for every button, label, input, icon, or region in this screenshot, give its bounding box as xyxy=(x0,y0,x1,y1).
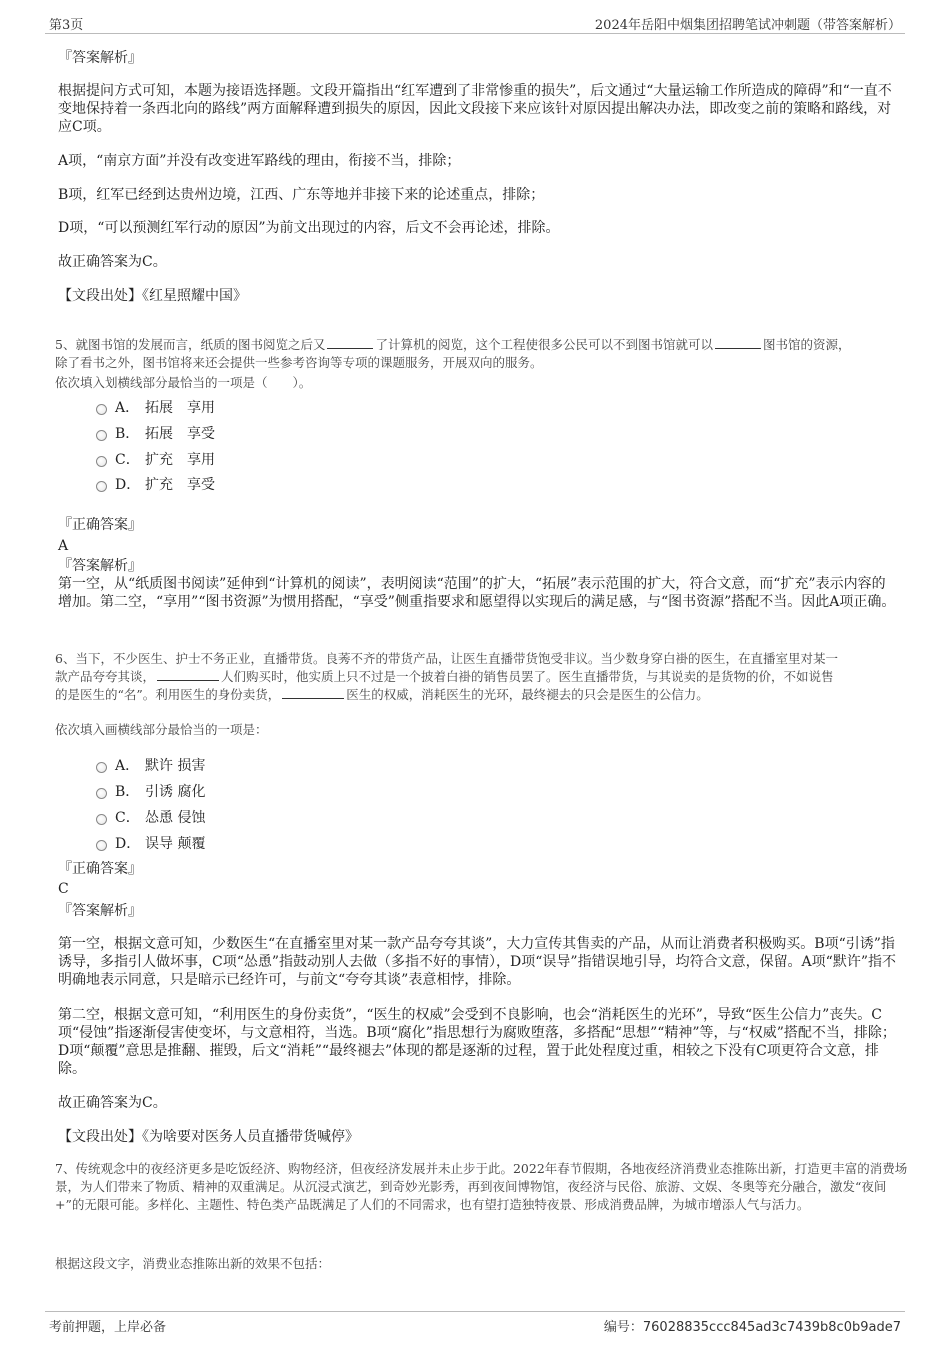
q7-prompt: 根据这段文字，消费业态推陈出新的效果不包括： xyxy=(55,1256,331,1271)
q5-analysis: 第一空，从“纸质图书阅读”延伸到“计算机的阅读”，表明阅读“范围”的扩大，“拓展”表示范围的扩大，符合文意，而“扩充”表示内容的增加。第二空，“享用”“图书资源”为惯用搭配，“享受”侧重指要求和愿望得以实现后的满足感，与“图书资源”搭配不当。因此A项正确。 xyxy=(58,576,896,610)
page-footer xyxy=(45,1311,905,1335)
radio-icon[interactable] xyxy=(96,481,107,492)
q5-option-c[interactable]: C． 扩充 享用 xyxy=(96,449,215,469)
radio-icon[interactable] xyxy=(96,840,107,851)
q6-option-a[interactable]: A． 默许 损害 xyxy=(96,755,205,775)
radio-icon[interactable] xyxy=(96,404,107,415)
radio-icon[interactable] xyxy=(96,788,107,799)
q6-option-c[interactable]: C． 怂恿 侵蚀 xyxy=(96,807,205,827)
q6-blank-2 xyxy=(282,686,344,699)
q6-blank-1 xyxy=(157,668,219,681)
q6-option-d[interactable]: D． 误导 颠覆 xyxy=(96,833,205,853)
q6-analysis-para1: 第一空，根据文意可知，少数医生“在直播室里对某一款产品夸夸其谈”，大力宣传其售卖的产品，从而让消费者积极购买。B项“引诱”指诱导，多指引人做坏事，C项“怂恿”指鼓动别人去做（多指不好的事情），D项“误导”指错误地引导，均符合文意，保留。A项“默许”指不明确地表示同意，只是暗示已经许可，与前文“夸夸其谈”表意相悖，排除。 xyxy=(58,936,896,988)
q5-correct-answer: A xyxy=(58,538,69,554)
q5-analysis-title: 『答案解析』 xyxy=(58,558,142,574)
q6-analysis-title: 『答案解析』 xyxy=(58,903,142,919)
q5-prompt: 依次填入划横线部分最恰当的一项是（ ）。 xyxy=(55,375,312,390)
radio-icon[interactable] xyxy=(96,762,107,773)
q4-option-b-analysis: B项，红军已经到达贵州边境，江西、广东等地并非接下来的论述重点，排除； xyxy=(58,187,545,203)
q4-analysis-para: 根据提问方式可知，本题为接语选择题。文段开篇指出“红军遭到了非常惨重的损失”，后文通过“大量运输工作所造成的障碍”和“一直不变地保持着一条西北向的路线”两方面解释遭到损失的原因，因此文段接下来应该针对原因提出解决办法，即改变之前的策略和路线，对应C项。 xyxy=(58,83,892,135)
q5-stem: 5、就图书馆的发展而言，纸质的图书阅览之后又 了计算机的阅览，这个工程使很多公民可以不到图书馆就可以 图书馆的资源， 除了看书之外，图书馆将来还会提供一些参考咨询等专项的课题服务，开展双向的服务。 xyxy=(55,337,851,370)
q6-correct-title: 『正确答案』 xyxy=(58,861,142,877)
q5-correct-title: 『正确答案』 xyxy=(58,517,142,533)
document-title: 2024年岳阳中烟集团招聘笔试冲刺题（带答案解析） xyxy=(594,18,901,33)
q6-stem: 6、当下，不少医生、护士不务正业，直播带货。良莠不齐的带货产品，让医生直播带货饱受非议。当少数身穿白褂的医生，在直播室里对某一 款产品夸夸其谈， 人们购买时，他实质上只不过是一个披着白褂的销售员罢了。医生直播带货，与其说卖的是货物的价，不如说售 的是医生的“名”。利用医生的身份卖货， 医生的权威，消耗医生的光环，最终褪去的只会是医生的公信力。 xyxy=(55,651,838,702)
q4-analysis-title: 『答案解析』 xyxy=(58,50,142,66)
q6-conclusion: 故正确答案为C。 xyxy=(58,1095,167,1111)
q4-source: 【文段出处】《红星照耀中国》 xyxy=(58,288,247,304)
q6-option-b[interactable]: B． 引诱 腐化 xyxy=(96,781,205,801)
q5-blank-2 xyxy=(715,336,761,349)
page-header xyxy=(45,14,905,34)
q4-option-d-analysis: D项，“可以预测红军行动的原因”为前文出现过的内容，后文不会再论述，排除。 xyxy=(58,220,560,236)
q6-analysis-para2: 第二空，根据文意可知，“利用医生的身份卖货”，“医生的权威”会受到不良影响，也会“消耗医生的光环”，导致“医生公信力”丧失。C项“侵蚀”指逐渐侵害使变坏，与文意相符，当选。B项“腐化”指思想行为腐败堕落，多搭配“思想”“精神”等，与“权威”搭配不当，排除；D项“颠覆”意思是推翻、摧毁，后文“消耗”“最终褪去”体现的都是逐渐的过程，置于此处程度过重，相较之下没有C项更符合文意，排除。 xyxy=(58,1007,896,1077)
q5-option-a[interactable]: A． 拓展 享用 xyxy=(96,397,215,417)
q5-option-d[interactable]: D． 扩充 享受 xyxy=(96,474,215,494)
q5-option-b[interactable]: B． 拓展 享受 xyxy=(96,423,215,443)
footer-slogan: 考前押题，上岸必备 xyxy=(49,1320,167,1335)
radio-icon[interactable] xyxy=(96,430,107,441)
q4-option-a-analysis: A项，“南京方面”并没有改变进军路线的理由，衔接不当，排除； xyxy=(58,153,461,169)
page-number: 第3页 xyxy=(49,18,84,33)
radio-icon[interactable] xyxy=(96,456,107,467)
q6-correct-answer: C xyxy=(58,881,69,897)
footer-code: 编号：76028835ccc845ad3c7439b8c0b9ade7 xyxy=(603,1320,901,1335)
q5-blank-1 xyxy=(327,336,373,349)
q4-conclusion: 故正确答案为C。 xyxy=(58,254,167,270)
q7-stem: 7、传统观念中的夜经济更多是吃饭经济、购物经济，但夜经济发展并未止步于此。2022年春节假期，各地夜经济消费业态推陈出新，打造更丰富的消费场景，为人们带来了物质、精神的双重满足。从沉浸式演艺，到奇妙光影秀，再到夜间博物馆，夜经济与民俗、旅游、文娱、冬奥等充分融合，激发“夜间+”的无限可能。多样化、主题性、特色类产品既满足了人们的不同需求，也有望打造独特夜景、形成消费品牌，为城市增添人气与活力。 xyxy=(55,1161,908,1212)
radio-icon[interactable] xyxy=(96,814,107,825)
q6-prompt: 依次填入画横线部分最恰当的一项是： xyxy=(55,722,268,737)
q6-source: 【文段出处】《为啥要对医务人员直播带货喊停》 xyxy=(58,1129,359,1145)
